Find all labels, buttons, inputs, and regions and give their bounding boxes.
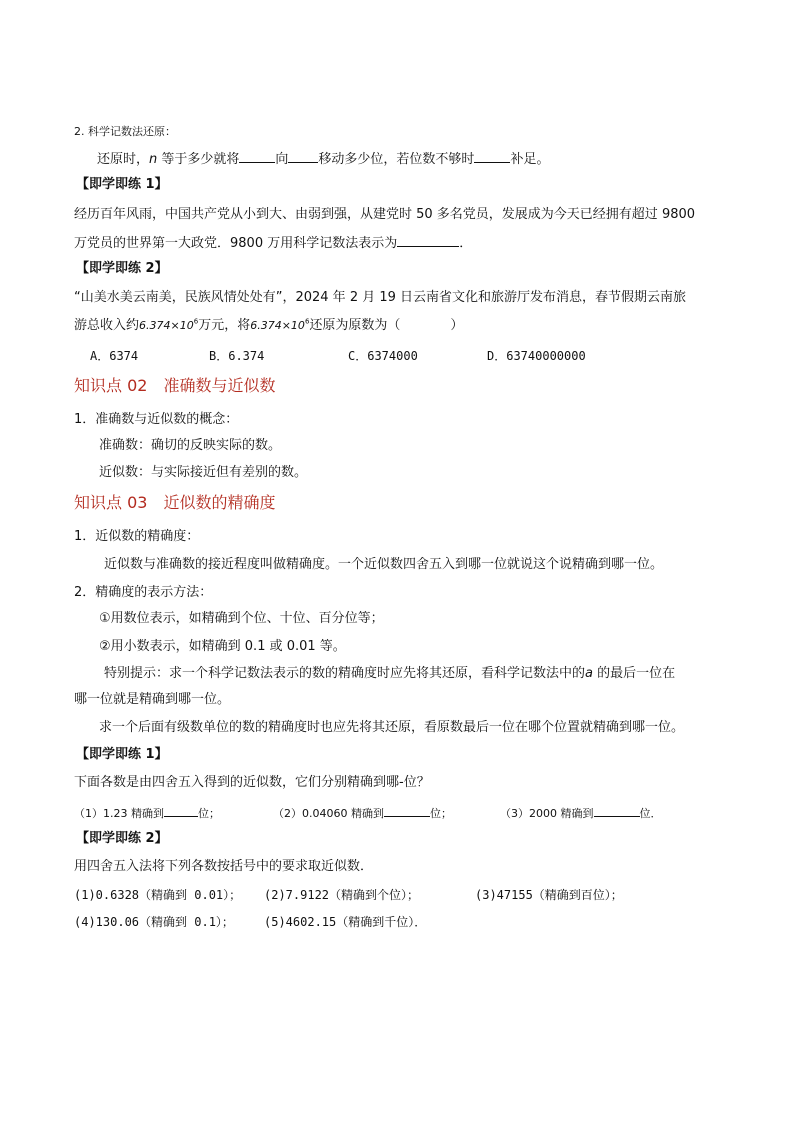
- exercise-text: 下面各数是由四舍五入得到的近似数，它们分别精确到哪-位？: [74, 775, 430, 790]
- fill-blank[interactable]: [164, 802, 198, 817]
- exercise-item: (3)47155（精确到百位）；: [475, 888, 623, 902]
- fill-blank[interactable]: [474, 148, 510, 163]
- fill-blank[interactable]: [384, 802, 430, 817]
- exercise-item: （2）0.04060 精确到 位；: [273, 802, 452, 824]
- kp3-line: 2．精确度的表示方法：: [74, 585, 213, 600]
- knowledge-point-title: 知识点 03 近似数的精确度: [74, 493, 276, 512]
- fill-blank[interactable]: [239, 148, 275, 163]
- choice-option-c[interactable]: C．6374000: [348, 349, 418, 363]
- exercise-item: (2)7.9122（精确到个位）；: [264, 888, 420, 902]
- kp3-line: 哪一位就是精确到哪一位。: [74, 692, 231, 707]
- kp3-line: ①用数位表示，如精确到个位、十位、百分位等；: [99, 611, 384, 626]
- exercise-text: 用四舍五入法将下列各数按括号中的要求取近似数．: [74, 859, 374, 874]
- exercise-item: （3）2000 精确到 位．: [500, 802, 662, 824]
- choice-option-d[interactable]: D．63740000000: [487, 349, 586, 363]
- exercise-text: “山美水美云南美，民族风情处处有”，2024 年 2 月 19 日云南省文化和旅游厅发布消息，春节假期云南旅: [74, 290, 687, 305]
- fill-blank[interactable]: [288, 148, 318, 163]
- kp3-line: ②用小数表示，如精确到 0.1 或 0.01 等。: [99, 639, 346, 654]
- exercise-item: (5)4602.15（精确到千位）．: [264, 915, 427, 929]
- kp2-line: 准确数：确切的反映实际的数。: [99, 438, 282, 453]
- fill-blank[interactable]: [594, 802, 640, 817]
- exercise-tag: 【即学即练 2】: [76, 831, 168, 846]
- exercise-item: （1）1.23 精确到 位；: [74, 802, 220, 824]
- kp3-line: 近似数与准确数的接近程度叫做精确度。一个近似数四舍五入到哪一位就说这个说精确到哪一位。: [104, 557, 664, 572]
- exercise-tag: 【即学即练 2】: [76, 261, 168, 276]
- knowledge-point-title: 知识点 02 准确数与近似数: [74, 376, 276, 395]
- section-heading-restore: 2. 科学记数法还原：: [74, 125, 176, 138]
- kp3-line: 特别提示：求一个科学记数法表示的数的精确度时应先将其还原，看科学记数法中的a 的最后一位在: [104, 666, 676, 681]
- restore-rule-line: 还原时，n 等于多少就将 向 移动多少位，若位数不够时 补足。: [97, 148, 549, 170]
- kp2-line: 近似数：与实际接近但有差别的数。: [99, 465, 308, 480]
- fill-blank[interactable]: [397, 232, 459, 247]
- choice-option-a[interactable]: A．6374: [90, 349, 139, 363]
- exercise-text: 万党员的世界第一大政党．9800 万用科学记数法表示为 ．: [74, 232, 472, 254]
- choice-option-b[interactable]: B．6.374: [209, 349, 265, 363]
- exercise-text: 经历百年风雨，中国共产党从小到大、由弱到强，从建党时 50 多名党员，发展成为今天已经拥有超过 9800: [74, 207, 696, 222]
- exercise-item: (1)0.6328（精确到 0.01）；: [74, 888, 242, 902]
- kp3-line: 1．近似数的精确度：: [74, 529, 200, 544]
- exercise-item: (4)130.06（精确到 0.1）；: [74, 915, 234, 929]
- kp3-line: 求一个后面有级数单位的数的精确度时也应先将其还原，看原数最后一位在哪个位置就精确到哪一位。: [99, 720, 685, 735]
- exercise-text: 游总收入约$6.374\times 10^6$万元，将$6.374\times 10^6$还原为原数为（ ）: [74, 317, 464, 333]
- exercise-tag: 【即学即练 1】: [76, 177, 168, 192]
- exercise-tag: 【即学即练 1】: [76, 747, 168, 762]
- kp2-line: 1．准确数与近似数的概念：: [74, 412, 239, 427]
